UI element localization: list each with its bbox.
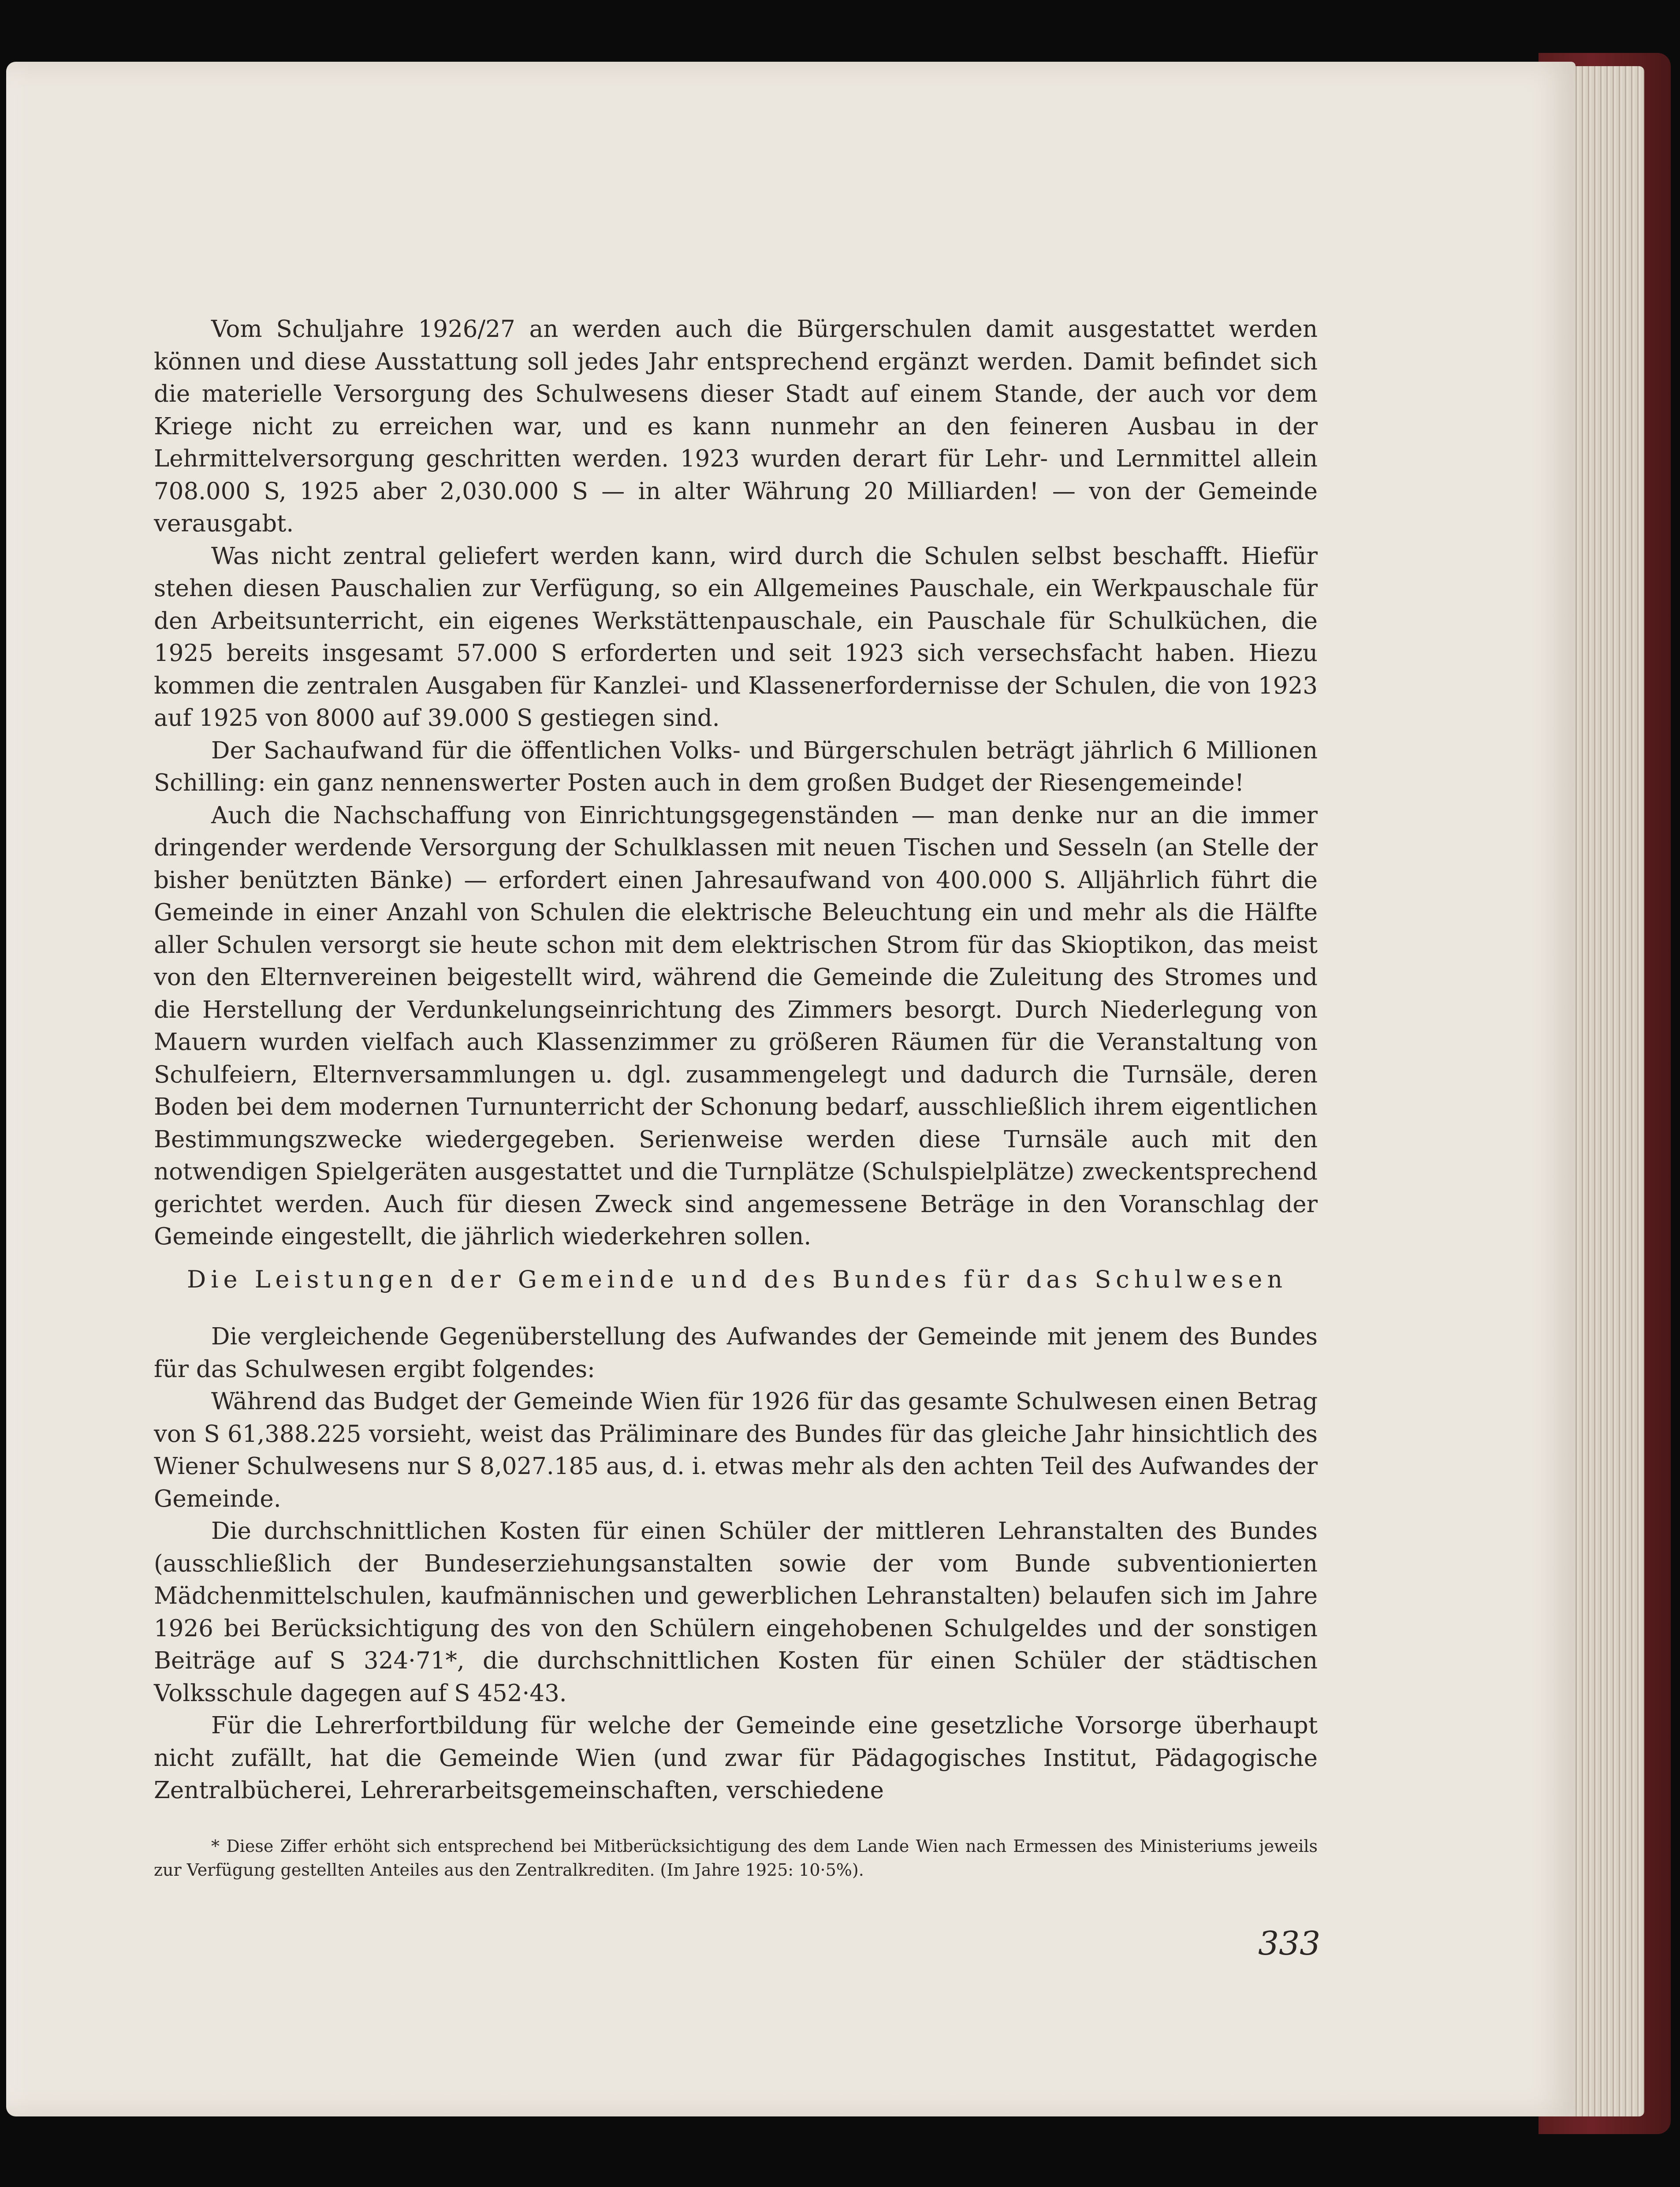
paragraph-budget: Während das Budget der Gemeinde Wien für 1926 für das gesamte Schulwesen einen Betrag von S 61,388.225 vorsieht, weist das Präliminare des Bundes für das gleiche Jahr hinsichtlich des Wiener Schulwesens nur S 8,027.185 aus, d. i. etwas mehr als den achten Teil des Aufwandes der Gemeinde.: [154, 1388, 1318, 1512]
section-heading: Die Leistungen der Gemeinde und des Bundes für das Schulwesen: [187, 1265, 1288, 1293]
page-number: 333: [1258, 1925, 1321, 1963]
footnote: * Diese Ziffer erhöht sich entsprechend bei Mitberücksichtigung des dem Lande Wien nach Ermessen des Ministeriums jeweils zur Verfügung gestellten Anteiles aus den Zentralkrediten. (Im Jahre 1925: 10·5%).: [154, 1836, 1318, 1880]
paragraph-lehrerfortbildung: Für die Lehrerfortbildung für welche der Gemeinde eine gesetzliche Vorsorge überhaupt nicht zufällt, hat die Gemeinde Wien (und zwar für Pädagogisches Institut, Pädagogische Zentralbücherei, Lehrerarbeitsgemeinschaften, verschiedene: [154, 1712, 1318, 1804]
body-text: [154, 313, 1318, 1253]
paragraph-einrichtung: Auch die Nachschaffung von Einrichtungsgegenständen — man denke nur an die immer dringender werdende Versorgung der Schulklassen mit neuen Tischen und Sesseln (an Stelle der bisher benützten Bänke) — erfordert einen Jahresaufwand von 400.000 S. Alljährlich führt die Gemeinde in einer Anzahl von Schulen die elektrische Beleuchtung ein und mehr als die Hälfte aller Schulen versorgt sie heute schon mit dem elektrischen Strom für das Skioptikon, das meist von den Elternvereinen beigestellt wird, während die Gemeinde die Zuleitung des Stromes und die Herstellung der Verdunkelungseinrichtung des Zimmers besorgt. Durch Niederlegung von Mauern wurden vielfach auch Klassenzimmer zu größeren Räumen für die Veranstaltung von Schulfeiern, Elternversammlungen u. dgl. zusammengelegt und dadurch die Turnsäle, deren Boden bei dem modernen Turnunterricht der Schonung bedarf, ausschließlich ihrem eigentlichen Bestimmungszwecke wiedergegeben. Serienweise werden diese Turnsäle auch mit den notwendigen Spielgeräten ausgestattet und die Turnplätze (Schulspielplätze) zweckentsprechend gerichtet werden. Auch für diesen Zweck sind angemessene Beträge in den Voranschlag der Gemeinde eingestellt, die jährlich wiederkehren sollen.: [154, 802, 1318, 1250]
paragraph-lehrmittel: Vom Schuljahre 1926/27 an werden auch die Bürgerschulen damit ausgestattet werden können und diese Ausstattung soll jedes Jahr entsprechend ergänzt werden. Damit befindet sich die materielle Versorgung des Schulwesens dieser Stadt auf einem Stande, der auch vor dem Kriege nicht zu erreichen war, und es kann nunmehr an den feineren Ausbau in der Lehrmittelversorgung geschritten werden. 1923 wurden derart für Lehr- und Lernmittel allein 708.000 S, 1925 aber 2,030.000 S — in alter Währung 20 Milliarden! — von der Gemeinde verausgabt.: [154, 316, 1318, 537]
paragraph-sachaufwand: Der Sachaufwand für die öffentlichen Volks- und Bürgerschulen beträgt jährlich 6 Millionen Schilling: ein ganz nennenswerter Posten auch in dem großen Budget der Riesengemeinde!: [154, 737, 1318, 796]
paragraph-pauschalien: Was nicht zentral geliefert werden kann, wird durch die Schulen selbst beschafft. Hiefür stehen diesen Pauschalien zur Verfügung, so ein Allgemeines Pauschale, ein Werkpauschale für den Arbeitsunterricht, ein eigenes Werkstättenpauschale, ein Pauschale für Schulküchen, die 1925 bereits insgesamt 57.000 S erforderten und seit 1923 sich versechsfacht haben. Hiezu kommen die zentralen Ausgaben für Kanzlei- und Klassenerfordernisse der Schulen, die von 1923 auf 1925 von 8000 auf 39.000 S gestiegen sind.: [154, 542, 1318, 731]
book-page: [6, 62, 1576, 2116]
paragraph-kosten: Die durchschnittlichen Kosten für einen Schüler der mittleren Lehranstalten des Bundes (ausschließlich der Bundeserziehungsanstalten sowie der vom Bunde subventionierten Mädchenmittelschulen, kaufmännischen und gewerblichen Lehranstalten) belaufen sich im Jahre 1926 bei Berücksichtigung des von den Schülern eingehobenen Schulgeldes und der sonstigen Beiträge auf S 324·71*, die durchschnittlichen Kosten für einen Schüler der städtischen Volksschule dagegen auf S 452·43.: [154, 1518, 1318, 1707]
section-body: [154, 1321, 1318, 1807]
paragraph-vergleich: Die vergleichende Gegenüberstellung des Aufwandes der Gemeinde mit jenem des Bundes für das Schulwesen ergibt folgendes:: [154, 1323, 1318, 1383]
